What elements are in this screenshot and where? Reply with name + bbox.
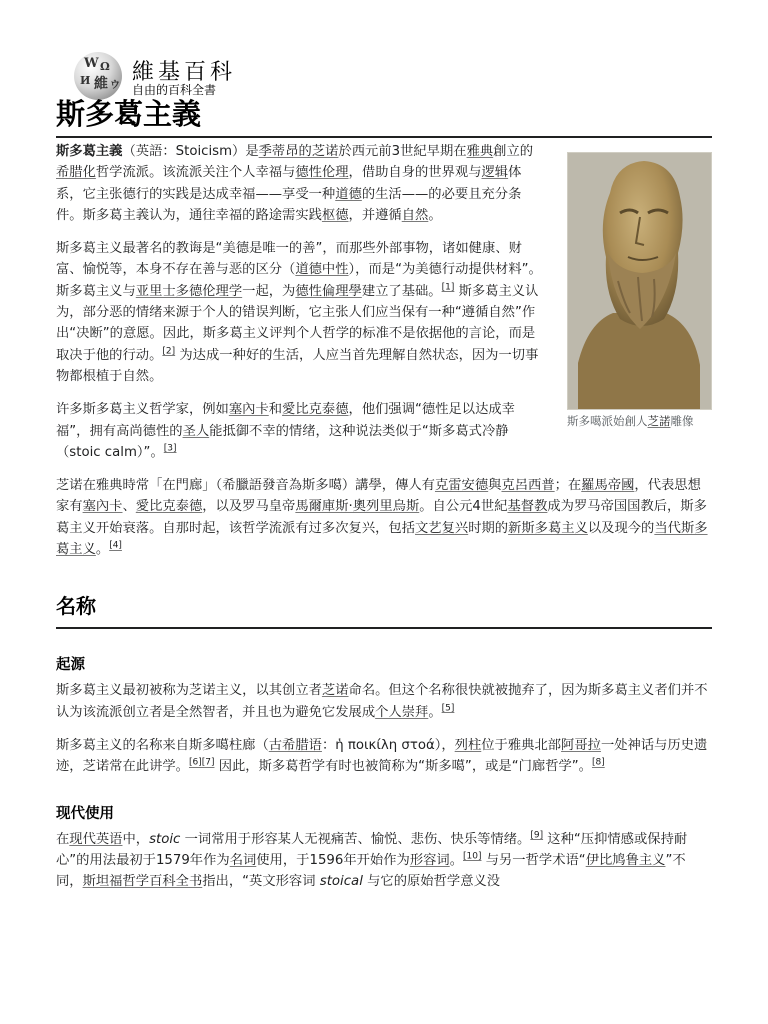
text: 斯多葛主义最著名的教诲是“美德是唯一的善”，而那些外部事物，诸如健康、财富、愉悦等，本身不存在善与恶的区分（ [56,241,522,278]
text: 斯多葛主义最初被称为芝诺主义，以其创立者 [56,683,322,699]
text: 这种“压抑情感或保持耐心”的用法最初于1579年作为 [56,831,688,868]
link-moral-neutrality[interactable]: 道德中性 [295,262,349,278]
lead-paragraph-2 [56,238,544,387]
text: ，以及罗马皇帝 [202,499,296,515]
text: 在 [56,831,70,847]
text: ，他们强调“德性足以达成幸福”，拥有高尚德性的 [56,402,515,439]
link-stanford-encyclopedia[interactable]: 斯坦福哲学百科全书 [82,874,203,890]
site-title: 維基百科 [132,60,237,85]
link-cardinal-virtues[interactable]: 枢德 [321,207,349,223]
text: 。 [95,542,110,558]
link-seneca[interactable]: 塞內卡 [228,402,269,418]
link-sage[interactable]: 圣人 [182,423,210,439]
text: ，并遵循 [348,207,402,223]
wikipedia-globe-icon: W Ω И 維 ウ [74,52,122,100]
text: ；在 [554,478,582,494]
text: 。 [428,704,442,720]
lead-paragraph-4 [56,475,712,560]
text: 与另一哲学术语“ [481,852,586,868]
link-christianity[interactable]: 基督教 [507,499,548,515]
caption-text: 雕像 [670,414,694,428]
citation-link[interactable]: [5] [441,703,455,714]
link-zeno-of-citium[interactable]: 季蒂昂的芝诺 [258,144,339,159]
link-aristotelian-ethics[interactable]: 亚里士多德伦理学 [135,283,243,299]
text: ”不同， [56,852,686,890]
section-heading-name: 名称 [56,590,712,629]
text: 为达成一种好的生活，人应当首先理解自然状态，因为一切事物都根植于自然。 [56,347,539,384]
text: 使用，于1596年开始作为 [256,852,410,868]
text: 许多斯多葛主义哲学家，例如 [56,402,229,418]
text: 位于雅典北部 [481,737,562,753]
caption-text: 斯多噶派始創人 [567,414,648,428]
text: 因此，斯多葛哲学有时也被简称为“斯多噶”，或是“门廊哲学”。 [214,759,592,775]
origin-paragraph-2 [56,735,712,778]
link-modern-english[interactable]: 现代英语 [69,831,123,847]
link-epicureanism[interactable]: 伊比鸠鲁主义 [585,852,666,868]
citation-link[interactable]: [10] [463,851,482,862]
lead-paragraph-3 [56,399,544,463]
text: 一起，为 [242,283,296,299]
text: 於西元前3世紀早期在 [338,144,467,159]
term-stoical-italic: stoical [319,874,363,890]
modern-usage-paragraph [56,829,712,893]
text: 成为罗马帝国国教后，斯多葛主义开始衰落。自那时起，该哲学流派有过多次复兴，包括 [56,499,707,536]
text: 。自公元4世紀 [419,499,508,515]
text: 與 [488,478,502,494]
text: 和 [268,402,283,418]
link-epictetus[interactable]: 愛比克泰德 [282,402,349,418]
text: ），而是“为美德行动提供材料”。斯多葛主义与 [56,262,542,299]
text: 时期的 [468,520,509,536]
text: （英語：Stoicism）是 [122,144,259,159]
link-renaissance[interactable]: 文艺复兴 [415,520,469,536]
text: ，借助自身的世界观与 [348,165,482,181]
text: ，代表思想家有 [56,478,701,515]
text: 哲学流派。该流派关注个人幸福与 [95,165,296,181]
text: 創立的 [493,144,534,159]
link-epictetus-2[interactable]: 愛比克泰德 [135,499,203,515]
link-agora[interactable]: 阿哥拉 [561,737,601,753]
text: 。 [449,852,463,868]
caption-link-zeno[interactable]: 芝諾 [647,414,671,428]
term-bold: 斯多葛主義 [56,144,123,159]
link-personality-cult[interactable]: 个人崇拜 [375,704,429,720]
text: 能抵御不幸的情绪，这种说法类似于“斯多葛式冷静（stoic calm）”。 [56,423,509,460]
title-divider [56,136,712,138]
citation-link[interactable]: [3] [163,443,177,454]
text: 斯多葛主义的名称来自斯多噶柱廊（ [56,737,269,753]
citation-link[interactable]: [1] [441,282,455,293]
text: 以及现今的 [587,520,655,536]
text: 芝诺在雅典時常「在門廊」（希臘語發音為斯多噶）講學，傳人有 [56,478,435,494]
citation-link[interactable]: [4] [109,540,122,551]
link-zeno[interactable]: 芝诺 [321,683,349,699]
link-modern-stoicism[interactable]: 当代斯多葛主义 [56,520,708,558]
term-stoic-italic: stoic [149,831,181,847]
link-ancient-greek[interactable]: 古希腊语 [268,737,322,753]
text: 体系，它主张德行的实践是达成幸福——享受一种 [56,165,522,202]
link-adjective[interactable]: 形容词 [409,852,450,868]
link-colonnade[interactable]: 列柱 [454,737,482,753]
citation-link[interactable]: [2] [162,346,176,357]
link-athens[interactable]: 雅典 [466,144,494,159]
citation-link[interactable]: [8] [591,757,605,768]
text: 中， [122,831,150,847]
link-cleanthes[interactable]: 克雷安德 [434,478,489,494]
link-neostoicism[interactable]: 新斯多葛主义 [508,520,588,536]
link-virtue-ethics-2[interactable]: 德性倫理學 [295,283,362,299]
text: 斯多葛主义认为，部分恶的情绪来源于个人的错误判断，它主张人们应当保有一种“遵循自然”作出“决断”的意愿。因此，斯多葛主义评判个人哲学的标准不是依据他的言论，而是取决于他的行动。 [56,283,539,363]
subsection-heading-modern-usage: 现代使用 [56,805,114,822]
text: 指出，“英文形容词 [202,874,320,890]
link-hellenistic[interactable]: 希腊化 [56,165,96,181]
link-seneca-2[interactable]: 塞內卡 [82,499,123,515]
text: ：ἡ ποικίλη στοά）， [321,737,455,753]
link-chrysippus[interactable]: 克呂西普 [501,478,555,494]
article-body [56,141,712,904]
link-noun[interactable]: 名词 [229,852,257,868]
text: 。 [428,207,442,223]
text: 一处神话与历史遗迹，芝诺常在此讲学。 [56,737,708,775]
lead-paragraph-1 [56,141,544,226]
citation-link[interactable]: [9] [530,830,544,841]
citation-link[interactable]: [6][7] [188,757,215,768]
link-logic[interactable]: 逻辑 [481,165,509,181]
site-tagline: 自由的百科全書 [132,83,217,97]
text: 与它的原始哲学意义没 [362,874,501,890]
text: 命名。但这个名称很快就被抛弃了，因为斯多葛主义者们并不认为该流派创立者是全然智者，并且也为避免它发展成 [56,683,708,720]
link-marcus-aurelius[interactable]: 馬爾庫斯·奧列里烏斯 [295,499,420,515]
link-roman-empire[interactable]: 羅馬帝國 [581,478,635,494]
text: 建立了基础。 [361,283,442,299]
text: 、 [122,499,136,515]
link-morality[interactable]: 道德 [335,186,362,202]
text: 的生活——的必要且充分条件。斯多葛主義认为，通往幸福的路途需实践 [56,186,522,223]
origin-paragraph-1 [56,680,712,723]
subsection-heading-origin: 起源 [56,657,85,674]
text: 一词常用于形容某人无视痛苦、愉悦、悲伤、快乐等情绪。 [180,831,531,847]
link-nature[interactable]: 自然 [401,207,429,223]
link-virtue-ethics[interactable]: 德性伦理 [295,165,349,181]
page-title: 斯多葛主義 [56,97,202,131]
